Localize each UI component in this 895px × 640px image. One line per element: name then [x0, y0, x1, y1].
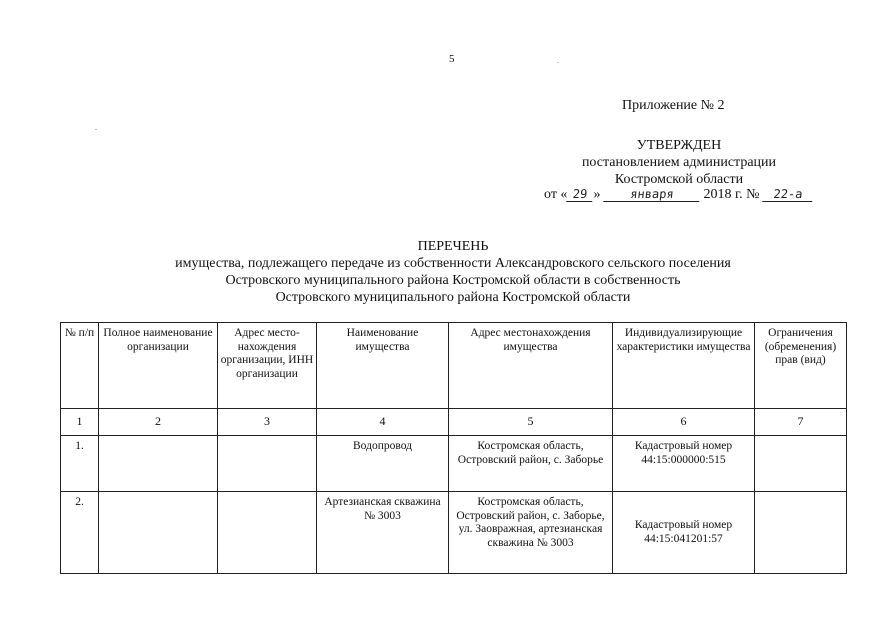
- date-day-suffix: »: [593, 187, 601, 202]
- cell-property-name: Водопровод: [317, 436, 449, 492]
- column-number-row: [61, 409, 847, 436]
- approval-date-line: [544, 187, 813, 203]
- cell-restrictions: [755, 436, 847, 492]
- column-header: Наименование имущества: [317, 323, 449, 409]
- table-row: [61, 436, 847, 492]
- cell-property-address: Костромская область, Островский район, с. Заборье: [449, 436, 613, 492]
- column-number: 4: [317, 409, 449, 436]
- title-line-2: Островского муниципального района Костромской области в собственность: [225, 273, 681, 288]
- column-number: 5: [449, 409, 613, 436]
- column-header: № п/п: [61, 323, 99, 409]
- column-header: Ограничения (обременения) прав (вид): [755, 323, 847, 409]
- cell-org: [99, 492, 218, 574]
- date-prefix: от «: [544, 187, 568, 202]
- property-table: [60, 322, 847, 574]
- approved-heading: УТВЕРЖДЕН: [636, 138, 722, 153]
- column-number: 1: [61, 409, 99, 436]
- approval-line-2: Костромской области: [614, 172, 744, 187]
- column-header: Адрес место-нахождения организации, ИНН организации: [218, 323, 317, 409]
- table-header-row: [61, 323, 847, 409]
- cell-characteristics: Кадастровый номер 44:15:000000:515: [613, 436, 755, 492]
- title-line-1: имущества, подлежащего передаче из собственности Александровского сельского поселения: [175, 256, 731, 271]
- cell-property-name: Артезианская скважина № 3003: [317, 492, 449, 574]
- column-number: 7: [755, 409, 847, 436]
- cell-org: [99, 436, 218, 492]
- scan-speck: [95, 129, 97, 130]
- cell-restrictions: [755, 492, 847, 574]
- column-header: Полное наименование организации: [99, 323, 218, 409]
- title-heading: ПЕРЕЧЕНЬ: [417, 239, 489, 254]
- cell-org-address: [218, 436, 317, 492]
- title-line-3: Островского муниципального района Костромской области: [275, 290, 631, 305]
- approval-line-1: постановлением администрации: [581, 155, 777, 170]
- column-header: Адрес местонахождения имущества: [449, 323, 613, 409]
- table-row: [61, 492, 847, 574]
- cell-property-address: Костромская область, Островский район, с. Заборье, ул. Заовражная, артезианская скважина № 3003: [449, 492, 613, 574]
- date-year: 2018 г. №: [703, 187, 760, 202]
- decree-number: 22-а: [762, 187, 814, 202]
- column-header: Индивидуализирующие характеристики имущества: [613, 323, 755, 409]
- row-number: 1.: [61, 436, 99, 492]
- column-number: 3: [218, 409, 317, 436]
- scan-speck: [557, 62, 559, 63]
- cell-org-address: [218, 492, 317, 574]
- approval-block: [555, 137, 803, 188]
- page-number: 5: [449, 53, 455, 65]
- date-month: января: [603, 187, 701, 202]
- document-title: [120, 238, 786, 306]
- appendix-label: Приложение № 2: [622, 98, 725, 113]
- row-number: 2.: [61, 492, 99, 574]
- column-number: 6: [613, 409, 755, 436]
- date-day: 29: [567, 187, 595, 202]
- cell-characteristics: Кадастровый номер 44:15:041201:57: [613, 492, 755, 574]
- column-number: 2: [99, 409, 218, 436]
